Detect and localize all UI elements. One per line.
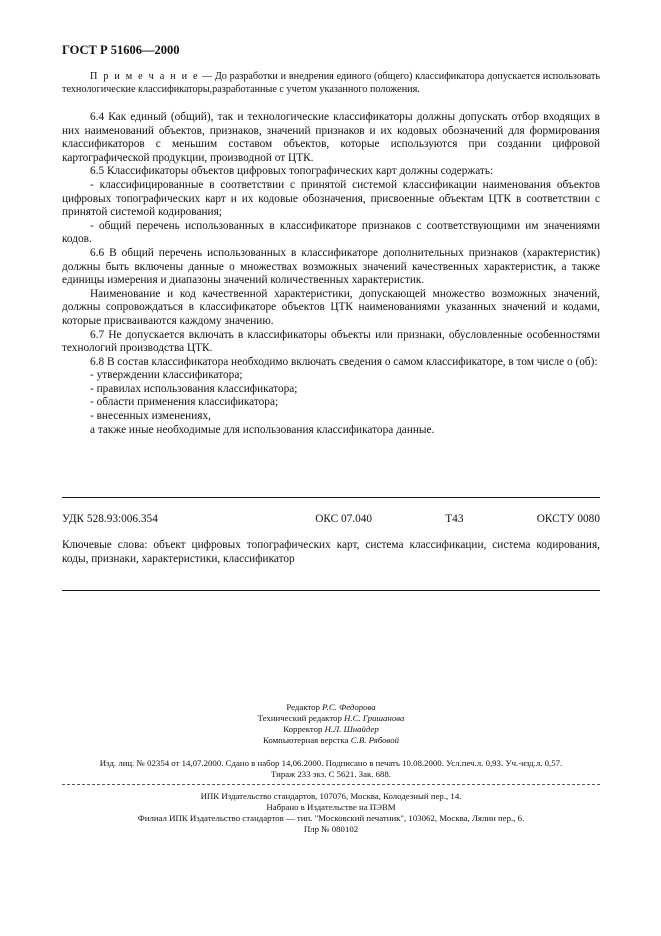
proofreader-line: Корректор Н.Л. Шнайдер bbox=[283, 724, 379, 734]
keywords: Ключевые слова: объект цифровых топографических карт, система классификации, система кодирования, коды, признаки, характеристики, классификатор bbox=[62, 539, 600, 565]
paragraph-6-6-b: Наименование и код качественной характеристики, допускающей множество возможных значений, должны сопровождаться в классификаторе объектов ЦТК наименованиями указанных значений и кодами, которые присваиваются каждому значению. bbox=[62, 287, 600, 327]
list-item: - внесенных изменениях, bbox=[90, 410, 211, 423]
editor-name: Р.С. Федорова bbox=[322, 702, 376, 712]
tech-editor-name: Н.С. Гришанова bbox=[344, 713, 405, 723]
paragraph-6-7: 6.7 Не допускается включать в классификаторы объекты или признаки, обусловленные особенностями технологий производства ЦТК. bbox=[62, 328, 600, 355]
tech-editor-line: Технический редактор Н.С. Гришанова bbox=[257, 713, 405, 723]
proofreader-name: Н.Л. Шнайдер bbox=[324, 724, 379, 734]
layout-name: С.В. Рябовой bbox=[350, 735, 400, 745]
paragraph-6-5: 6.5 Классификаторы объектов цифровых топографических карт должны содержать: bbox=[90, 165, 494, 178]
publisher-line-2: Набрано в Издательстве на ПЭВМ bbox=[266, 802, 396, 812]
publishing-line-2: Тираж 233 экз. С 5621. Зак. 688. bbox=[270, 769, 392, 779]
okstu-code: ОКСТУ 0080 bbox=[536, 513, 600, 525]
paragraph-6-8-tail: а также иные необходимые для использования классификатора данные. bbox=[90, 423, 435, 436]
paragraph-6-6: 6.6 В общий перечень использованных в классификаторе дополнительных признаков (характеристик) должны быть включены данные о множествах возможных значений качественных характеристик, а также единицы измерения и диапазоны значений количественных характеристик. bbox=[62, 246, 600, 287]
imprint bbox=[62, 702, 600, 835]
classification-codes bbox=[62, 513, 600, 525]
udc-code: УДК 528.93:006.354 bbox=[62, 513, 158, 525]
publishing-line-1: Изд. лиц. № 02354 от 14,07.2000. Сдано в набор 14,06.2000. Подписано в печать 10.08.2000. Усл.печ.л. 0,93. Уч.-изд.л. 0,57. bbox=[99, 758, 563, 768]
list-item: - утверждении классификатора; bbox=[90, 369, 243, 382]
note-text: — До разработки и внедрения единого (общего) классификатора допускается использовать технологические классификаторы,разработанные с учетом указанного положения. bbox=[62, 71, 601, 95]
publisher-line-1: ИПК Издательство стандартов, 107076, Москва, Колодезный пер., 14. bbox=[200, 791, 462, 801]
paragraph-6-4: 6.4 Как единый (общий), так и технологические классификаторы должны допускать отбор входящих в них наименований объектов, признаков, значений признаков и их кодовых обозначений для формирования классификаторов с меньшим составом объектов, которые используются при создании цифровой картографической продукции, производной от ЦТК. bbox=[62, 111, 600, 164]
paragraph-6-5-item-2: - общий перечень использованных в классификаторе признаков с соответствующими им значениями кодов. bbox=[62, 219, 600, 246]
list-item: - области применения классификатора; bbox=[90, 396, 279, 409]
group-code: Т43 bbox=[445, 513, 464, 525]
list-item: - правилах использования классификатора; bbox=[90, 382, 298, 395]
publisher-line-3: Филиал ИПК Издательство стандартов — тип. "Московский печатник", 103062, Москва, Лялин пер., 6. bbox=[137, 813, 525, 823]
editor-line: Редактор Р.С. Федорова bbox=[286, 702, 376, 712]
divider-bottom bbox=[62, 590, 600, 591]
paragraph-6-5-item-1: - классифицированные в соответствии с принятой системой классификации наименования объектов цифровых топографических карт и их кодовые обозначения, присвоенные объектам ЦТК в соответствии с принятой системой кодирования; bbox=[62, 178, 600, 219]
oks-code: ОКС 07.040 bbox=[315, 513, 373, 525]
main-text bbox=[62, 70, 600, 437]
publisher-line-4: Плр № 080102 bbox=[303, 824, 359, 834]
layout-line: Компьютерная верстка С.В. Рябовой bbox=[262, 735, 400, 745]
note-label: П р и м е ч а н и е bbox=[90, 71, 200, 82]
standard-number: ГОСТ Р 51606—2000 bbox=[62, 43, 180, 57]
note-paragraph bbox=[62, 70, 600, 96]
divider-top bbox=[62, 497, 600, 498]
paragraph-6-8: 6.8 В состав классификатора необходимо включать сведения о самом классификаторе, в том числе о (об): bbox=[90, 355, 598, 368]
imprint-divider bbox=[62, 784, 600, 785]
